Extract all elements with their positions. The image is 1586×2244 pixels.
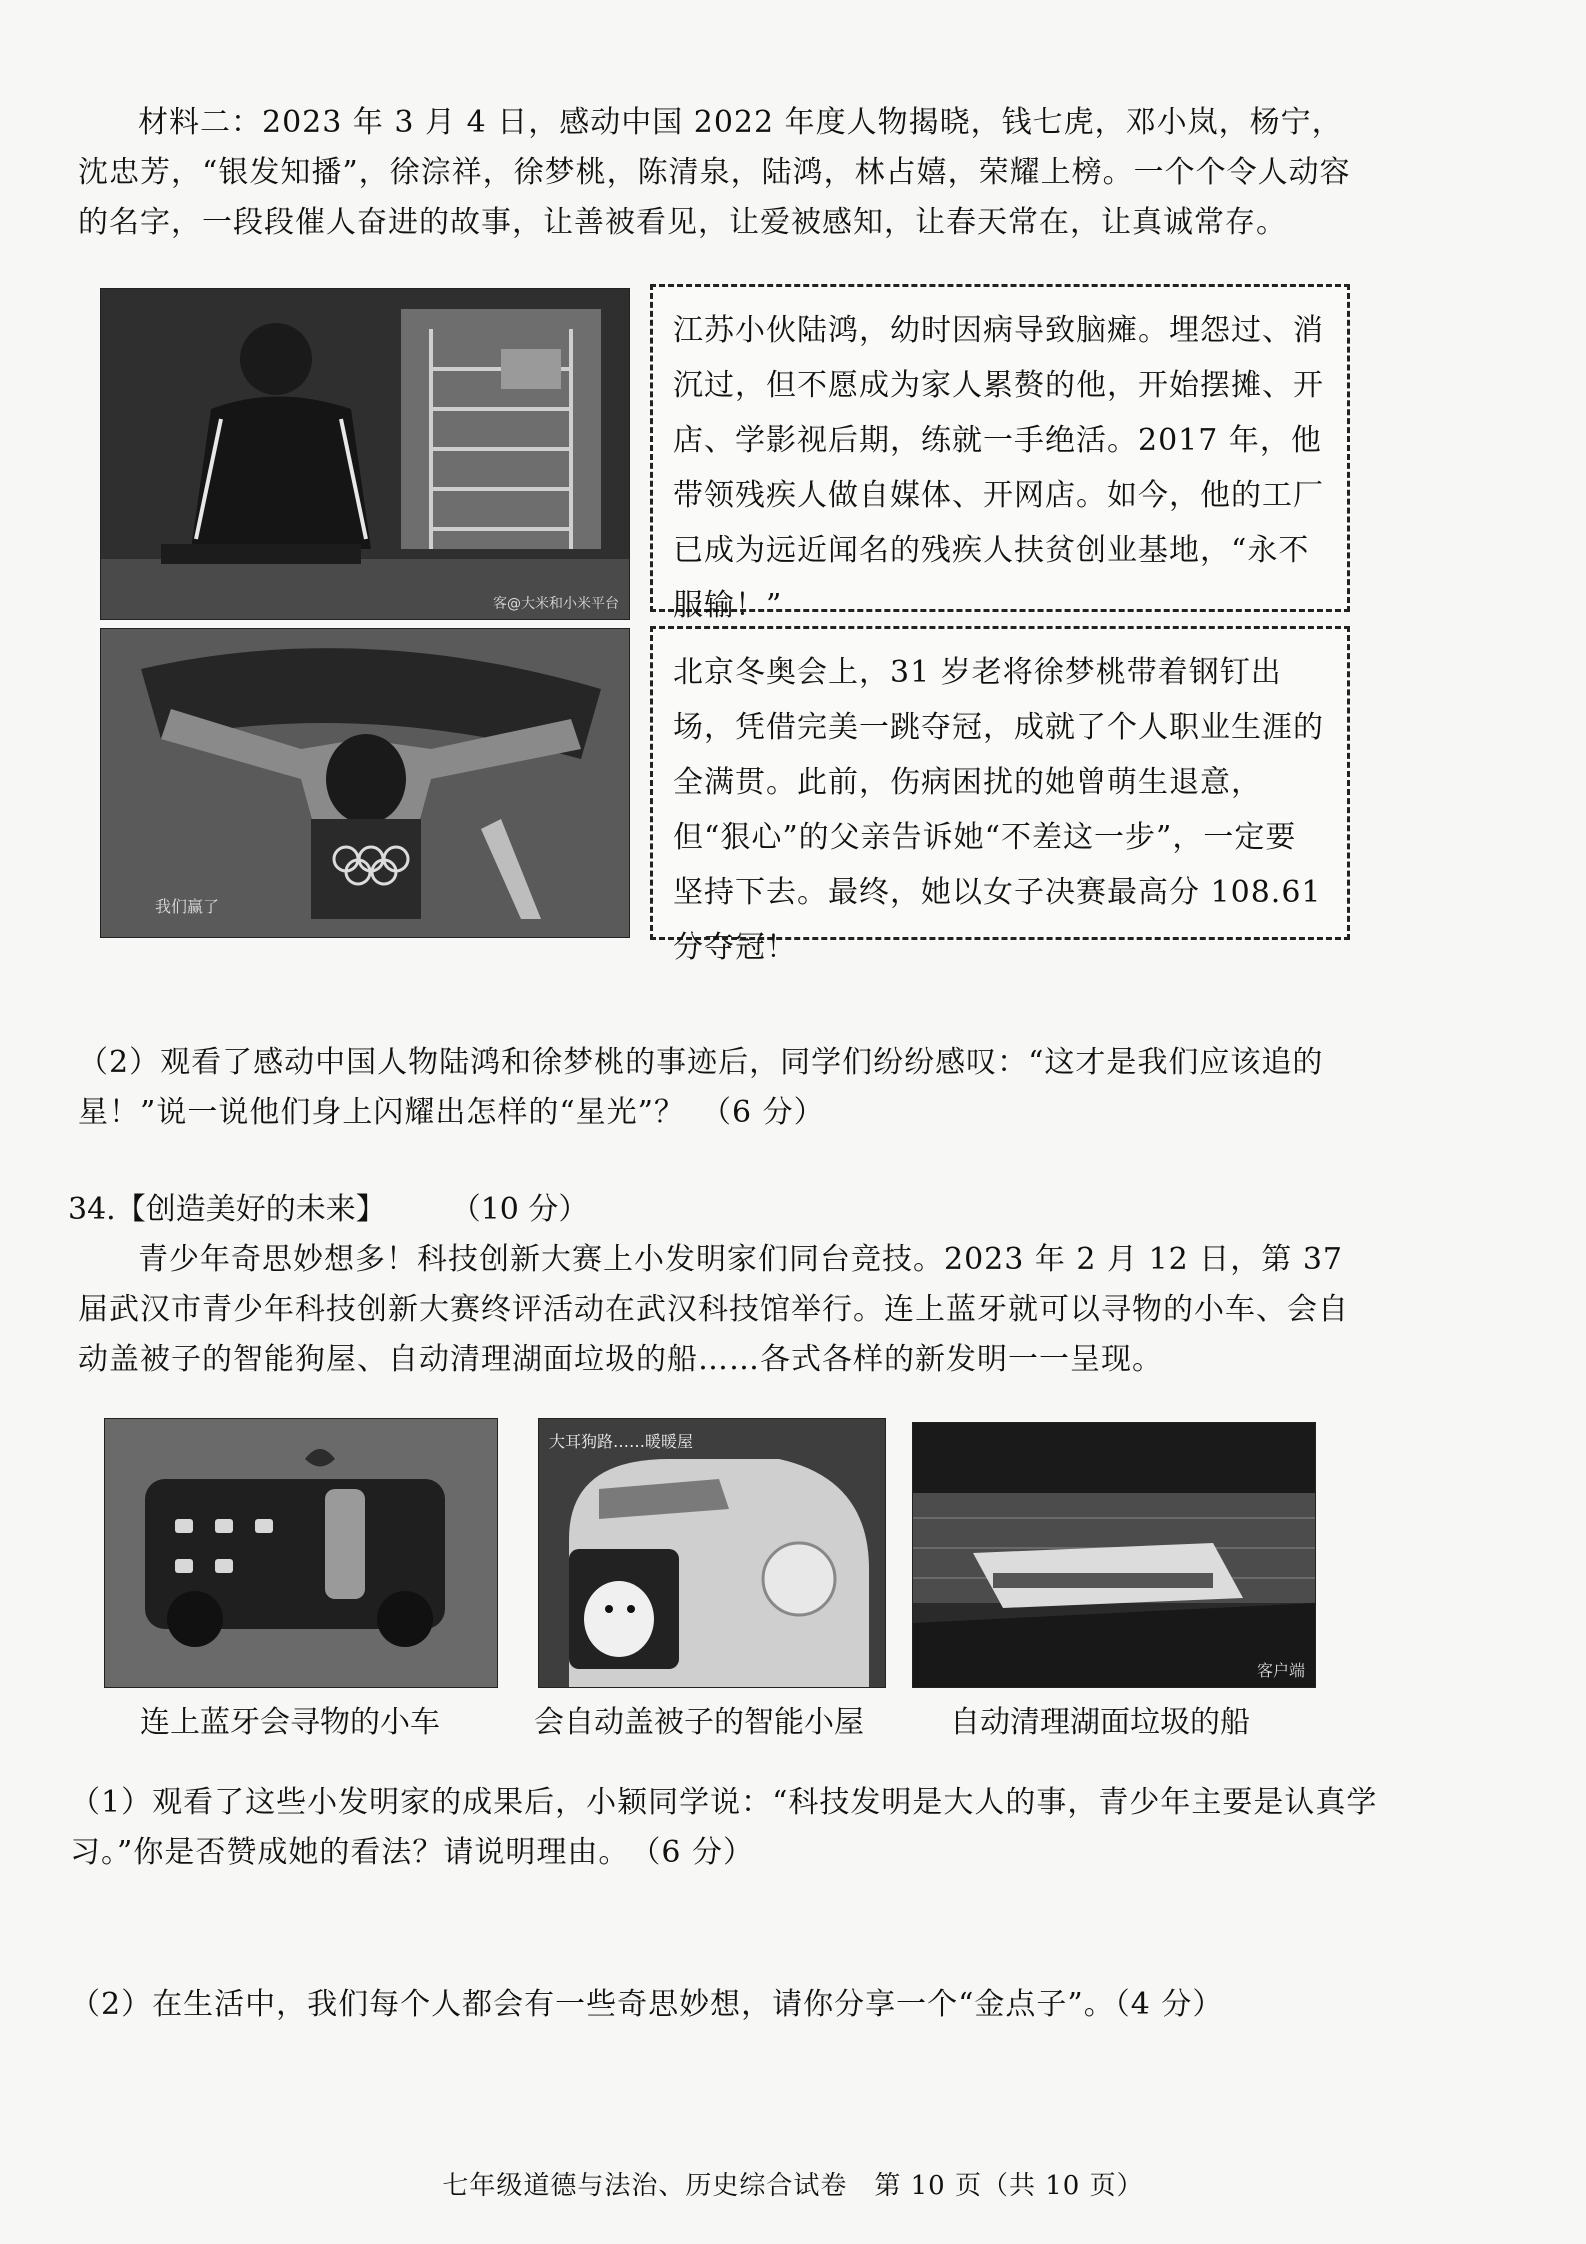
question-34-title: 34.【创造美好的未来】 — [68, 1192, 386, 1227]
dog-house-photo-graphic — [539, 1419, 885, 1687]
boat-photo — [912, 1422, 1316, 1688]
boat-photo-watermark: 客户端 — [1256, 1661, 1305, 1680]
dog-house-photo — [538, 1418, 886, 1688]
question-34-points: （10 分） — [465, 1192, 589, 1227]
photo-watermark: 客@大米和小米平台 — [493, 596, 619, 612]
question-34-1: （1）观看了这些小发明家的成果后，小颖同学说：“科技发明是大人的事，青少年主要是认真学习。”你是否赞成她的看法？请说明理由。 （6 分） — [70, 1785, 1378, 1870]
question-34-heading — [68, 1185, 588, 1235]
material-two-paragraph: 材料二：2023 年 3 月 4 日，感动中国 2022 年度人物揭晓，钱七虎，邓小岚，杨宁，沈忠芳，“银发知播”，徐淙祥，徐梦桃，陈清泉，陆鸿，林占嬉，荣耀上榜。一个个令人动容的名字，一段段催人奋进的故事，让善被看见，让爱被感知，让春天常在，让真诚常存。 — [78, 105, 1351, 240]
photo2-overlay-text: 我们赢了 — [155, 897, 220, 916]
dog-house-overlay-text: 大耳狗路……暖暖屋 — [549, 1432, 694, 1451]
xu-mengtao-photo-graphic — [101, 629, 629, 937]
lu-hong-story-box: 江苏小伙陆鸿，幼时因病导致脑瘫。埋怨过、消沉过，但不愿成为家人累赘的他，开始摆摊、开店、学影视后期，练就一手绝活。2017 年，他带领残疾人做自媒体、开网店。如今，他的工厂已成为远近闻名的残疾人扶贫创业基地，“永不服输！” — [650, 284, 1350, 612]
caption-car: 连上蓝牙会寻物的小车 — [140, 1705, 440, 1740]
caption-boat: 自动清理湖面垃圾的船 — [950, 1705, 1250, 1740]
caption-dog-house: 会自动盖被子的智能小屋 — [534, 1705, 864, 1740]
boat-photo-graphic — [913, 1423, 1315, 1687]
page-footer: 七年级道德与法治、历史综合试卷 第 10 页（共 10 页） — [442, 2171, 1144, 2201]
question-34-intro: 青少年奇思妙想多！科技创新大赛上小发明家们同台竞技。2023 年 2 月 12 日，第 37 届武汉市青少年科技创新大赛终评活动在武汉科技馆举行。连上蓝牙就可以寻物的小车、会自动盖被子的智能狗屋、自动清理湖面垃圾的船……各式各样的新发明一一呈现。 — [78, 1242, 1349, 1377]
xu-mengtao-photo — [100, 628, 630, 938]
lu-hong-photo-graphic — [101, 289, 629, 619]
xu-mengtao-story-box: 北京冬奥会上，31 岁老将徐梦桃带着钢钉出场，凭借完美一跳夺冠，成就了个人职业生涯的全满贯。此前，伤病困扰的她曾萌生退意，但“狠心”的父亲告诉她“不差这一步”，一定要坚持下去。最终，她以女子决赛最高分 108.61 分夺冠！ — [650, 626, 1350, 940]
question-33-2: （2）观看了感动中国人物陆鸿和徐梦桃的事迹后，同学们纷纷感叹：“这才是我们应该追的星！”说一说他们身上闪耀出怎样的“星光”？ （6 分） — [78, 1045, 1324, 1130]
question-34-2: （2）在生活中，我们每个人都会有一些奇思妙想，请你分享一个“金点子”。（4 分） — [70, 1987, 1224, 2022]
car-photo-graphic — [105, 1419, 497, 1687]
lu-hong-photo — [100, 288, 630, 620]
car-photo — [104, 1418, 498, 1688]
